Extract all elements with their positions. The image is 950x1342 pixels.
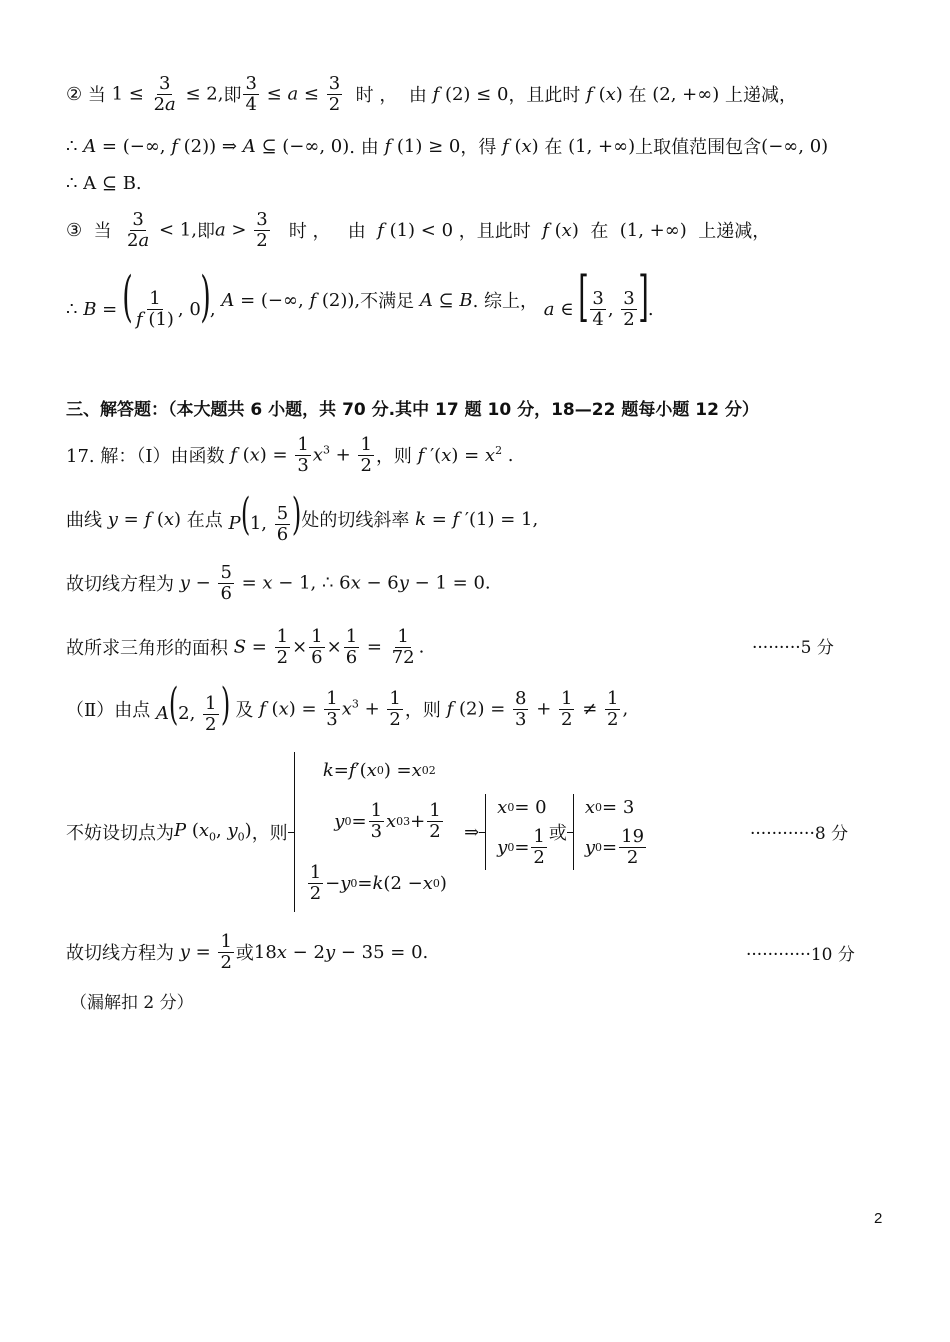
- q17-equation-system: [288, 750, 447, 914]
- q17-huo2: 或: [235, 943, 254, 964]
- implies-arrow: ⇒: [464, 821, 480, 843]
- case3-notsat: 不满足: [360, 291, 415, 312]
- case2-de: ，得: [460, 137, 497, 158]
- case2-shi: 时 ，: [355, 85, 398, 106]
- q17-line3: [66, 556, 491, 610]
- case3-shi: 时 ，: [288, 221, 331, 242]
- case3-subset: A ⊆ B: [419, 289, 473, 311]
- q17-tangent-point: P ($x_0$, $y_0$): [174, 820, 252, 844]
- q17-ze3: ，则: [251, 823, 288, 844]
- q17-solution2: [567, 792, 648, 872]
- q17-ze: ，则: [375, 446, 412, 467]
- case3-mark: ③: [66, 219, 83, 241]
- solution2-brace: [567, 792, 581, 872]
- q17-score-10: ············10 分: [746, 945, 855, 965]
- case2-fx: f (x): [586, 83, 623, 105]
- case3-setA: A = (−∞, f (2)),: [221, 289, 361, 311]
- q17-ji: 及: [235, 700, 254, 721]
- case3-qiecishi: ，且此时: [458, 221, 531, 242]
- q17-final-line: [66, 925, 428, 979]
- case2-interval: (2, +∞): [652, 83, 720, 105]
- case3-setB: ∴ B = ( $\frac{1}{f (1)}$ , 0),: [66, 264, 216, 331]
- q17-point-p: P(1, $\frac{5}{6}$ ): [228, 489, 302, 545]
- q17-tangent-eq: y − $\frac{5}{6}$ = x − 1, ∴ 6x − 6y − 1 = 0.: [179, 561, 491, 604]
- q17-quxian: 曲线: [66, 510, 102, 531]
- q17-line4: [66, 620, 424, 674]
- case2-you: 由: [408, 85, 427, 106]
- q17-f2-check: f (2) = $\frac{8}{3}$ + $\frac{1}{2}$ ≠ $\frac{1}{2}$ ,: [446, 687, 629, 730]
- q17-line2: [66, 489, 539, 546]
- solution1-x: x 0 = 0: [497, 796, 547, 818]
- case2-ineq: 1 ≤ $\frac{3}{2a}$ ≤ 2,: [111, 72, 224, 115]
- case2-range: 上取值范围包含: [635, 137, 762, 158]
- q17-final-eq2: 18x − 2y − 35 = 0.: [253, 941, 429, 963]
- case3-dang: 当: [93, 221, 112, 242]
- case3-answer: a ∈ [ $\frac{3}{4}$ , $\frac{3}{2}$ ].: [543, 264, 654, 331]
- q17-label: 17. 解：（Ⅰ）由函数: [66, 446, 225, 467]
- system-brace: [288, 750, 302, 914]
- case3-ineq: $\frac{3}{2a}$ < 1,: [127, 208, 197, 251]
- case3-you: 由: [347, 221, 366, 242]
- case3-interval: (1, +∞): [619, 219, 687, 241]
- case2-qiecishi: ，且此时: [508, 85, 581, 106]
- q17-final-text: 故切线方程为: [66, 943, 174, 964]
- q17-part2-line: [66, 679, 629, 736]
- q17-score-8: ············8 分: [750, 824, 849, 844]
- section-heading: 三、解答题：（本大题共 6 小题，共 70 分.其中 17 题 10 分，18—22 题每小题 12 分）: [66, 400, 759, 420]
- case2-shangdijian: 上递减，: [725, 85, 798, 106]
- case2-interval3: (−∞, 0): [761, 135, 829, 157]
- q17-system-line: [66, 748, 648, 916]
- case3-arange: a > $\frac{3}{2}$: [214, 208, 268, 251]
- solution2-x: x 0 = 3: [584, 796, 635, 818]
- solution1-brace: [479, 792, 493, 872]
- case2-zai: 在: [628, 85, 647, 106]
- q17-fprime: f $'(x) = x^2$ .: [417, 444, 514, 466]
- q17-curve: y = f (x): [107, 508, 182, 530]
- q17-slope: k = f ′(1) = 1,: [415, 508, 539, 530]
- case2-conclude: ∴ A ⊆ B.: [66, 172, 142, 194]
- case2-f2: f (2) ≤ 0: [432, 83, 509, 105]
- case2-setA: ∴ A = (−∞, f (2)) ⇒ A ⊆ (−∞, 0): [66, 135, 350, 157]
- case2-line1: [66, 66, 797, 122]
- q17-tangent-text: 故切线方程为: [66, 574, 174, 595]
- case2-ji: 即: [223, 85, 242, 106]
- case2-you2: . 由: [349, 137, 379, 158]
- q17-solution1: [479, 792, 549, 872]
- case3-line1: [66, 202, 770, 258]
- q17-area-eq: S = $\frac{1}{2}$ × $\frac{1}{6}$ × $\frac{1}{6}$ = $\frac{1}{72}$ .: [233, 625, 425, 668]
- case2-interval2: (1, +∞): [568, 135, 636, 157]
- q17-assume-text: 不妨设切点为: [66, 823, 174, 844]
- q17-score-5: ·········5 分: [752, 638, 834, 658]
- q17-zaidian: 在点: [186, 510, 223, 531]
- system-eq2: y 0 = $\frac{1}{3}$ x 0 3 + $\frac{1}{2}$: [334, 800, 441, 843]
- case2-fx2: f (x): [502, 135, 539, 157]
- system-eq3: $\frac{1}{2}$ − y 0 = k (2 − x 0 ): [309, 861, 447, 904]
- q17-fx-def: f (x) = $\frac{1}{3}$ $x^3$ + $\frac{1}{2}$: [230, 433, 372, 476]
- q17-part2-label: （Ⅱ）由点: [66, 700, 151, 721]
- case2-conclusion: [66, 168, 142, 198]
- q17-area-text: 故所求三角形的面积: [66, 638, 228, 659]
- q17-huo: 或: [548, 823, 567, 844]
- case3-fx: f (x): [542, 219, 579, 241]
- case3-line2: [66, 266, 654, 334]
- q17-line1: [66, 428, 514, 482]
- case2-dang: 当: [87, 85, 106, 106]
- case3-shangdijian: 上递减，: [698, 221, 771, 242]
- case2-f1: f (1) ≥ 0: [384, 135, 461, 157]
- solution1-y: y 0 = $\frac{1}{2}$: [497, 825, 545, 868]
- system-eq1: k = f ′( x 0 ) = x 0 2: [322, 760, 436, 782]
- case2-zai2: 在: [544, 137, 563, 158]
- case2-line2: [66, 128, 828, 164]
- case2-arange: $\frac{3}{4}$ ≤ a ≤ $\frac{3}{2}$: [245, 72, 341, 115]
- q17-point-a: A(2, $\frac{1}{2}$ ): [155, 679, 230, 735]
- case3-zai: 在: [590, 221, 609, 242]
- case3-f1: f (1) < 0: [377, 219, 454, 241]
- q17-final-eq1: y = $\frac{1}{2}$: [179, 930, 232, 973]
- case3-ji: 即: [196, 221, 215, 242]
- q17-slope-text: 处的切线斜率: [301, 510, 410, 531]
- q17-fx-def2: f (x) = $\frac{1}{3}$ $x^3$ + $\frac{1}{2}$: [259, 687, 401, 730]
- page-number: 2: [874, 1210, 883, 1227]
- case3-zongshang: . 综上，: [472, 291, 539, 312]
- q17-note: （漏解扣 2 分）: [70, 993, 194, 1013]
- q17-ze2: ，则: [404, 700, 441, 721]
- case2-mark: ②: [66, 83, 83, 105]
- solution2-y: y 0 = $\frac{19}{2}$: [584, 825, 645, 868]
